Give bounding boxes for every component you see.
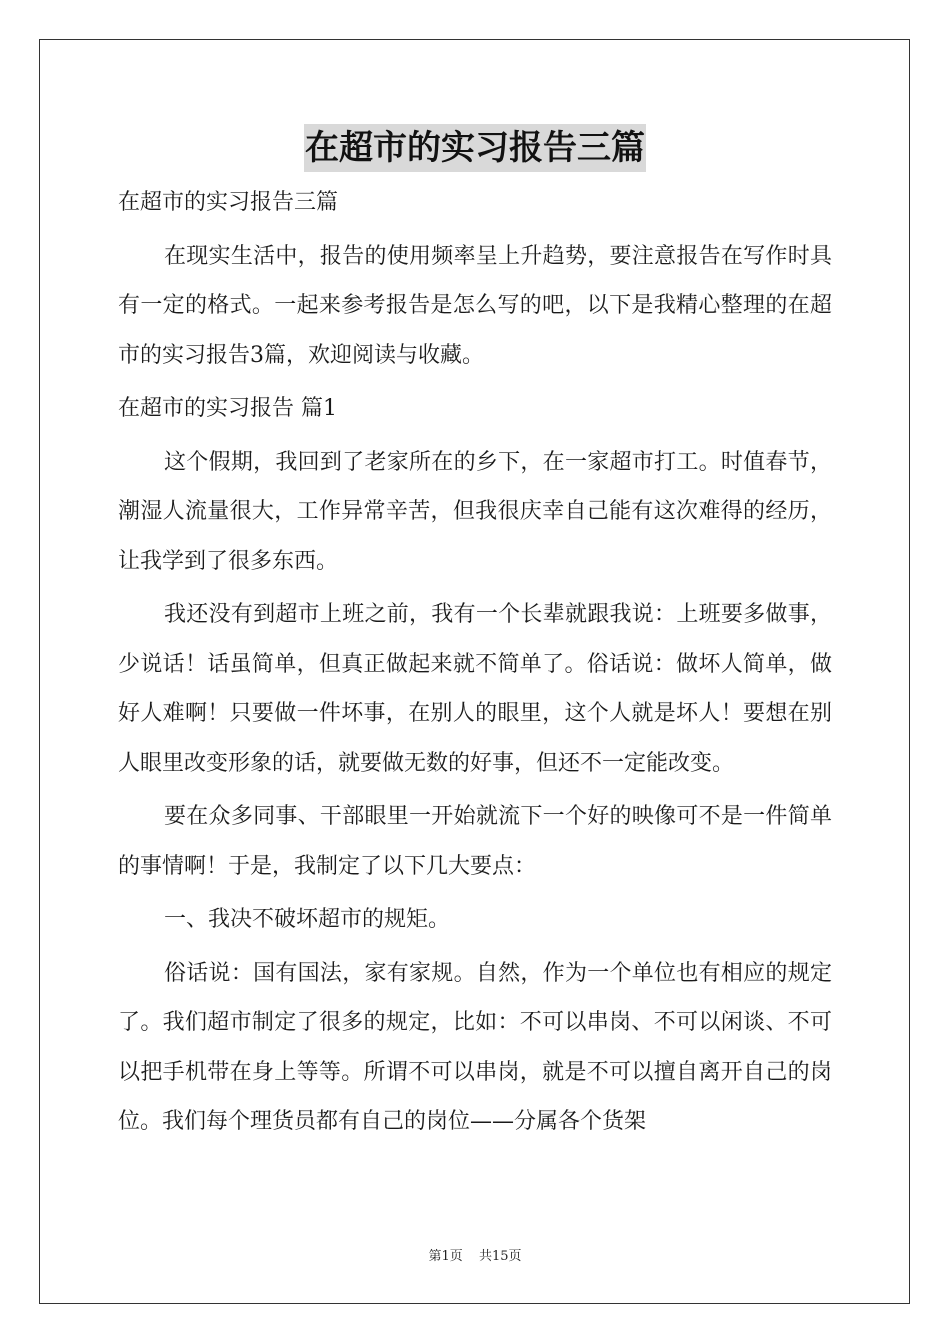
body-paragraph-2: 我还没有到超市上班之前，我有一个长辈就跟我说：上班要多做事，少说话！话虽简单，但真正做起来就不简单了。俗话说：做坏人简单，做好人难啊！只要做一件坏事，在别人的眼里，这个人就是坏人！要想在别人眼里改变形象的话，就要做无数的好事，但还不一定能改变。 xyxy=(118,602,832,776)
document-title-wrapper xyxy=(0,124,950,172)
document-body xyxy=(118,178,832,1147)
body-paragraph-1: 这个假期，我回到了老家所在的乡下，在一家超市打工。时值春节，潮湿人流量很大，工作异常辛苦，但我很庆幸自己能有这次难得的经历，让我学到了很多东西。 xyxy=(118,449,832,574)
page-footer xyxy=(0,1245,950,1264)
body-paragraph-4: 一、我决不破坏超市的规矩。 xyxy=(164,907,451,932)
document-subtitle: 在超市的实习报告三篇 xyxy=(118,190,339,215)
section-heading: 在超市的实习报告 篇1 xyxy=(118,396,337,421)
page-number: 第1页 xyxy=(428,1249,463,1264)
intro-paragraph: 在现实生活中，报告的使用频率呈上升趋势，要注意报告在写作时具有一定的格式。一起来参考报告是怎么写的吧，以下是我精心整理的在超市的实习报告3篇，欢迎阅读与收藏。 xyxy=(118,243,832,368)
body-paragraph-5: 俗话说：国有国法，家有家规。自然，作为一个单位也有相应的规定了。我们超市制定了很多的规定，比如：不可以串岗、不可以闲谈、不可以把手机带在身上等等。所谓不可以串岗，就是不可以擅自离开自己的岗位。我们每个理货员都有自己的岗位——分属各个货架 xyxy=(118,960,832,1134)
document-title: 在超市的实习报告三篇 xyxy=(304,124,646,172)
body-paragraph-3: 要在众多同事、干部眼里一开始就流下一个好的映像可不是一件简单的事情啊！于是，我制定了以下几大要点： xyxy=(118,804,832,879)
total-pages: 共15页 xyxy=(478,1249,522,1264)
